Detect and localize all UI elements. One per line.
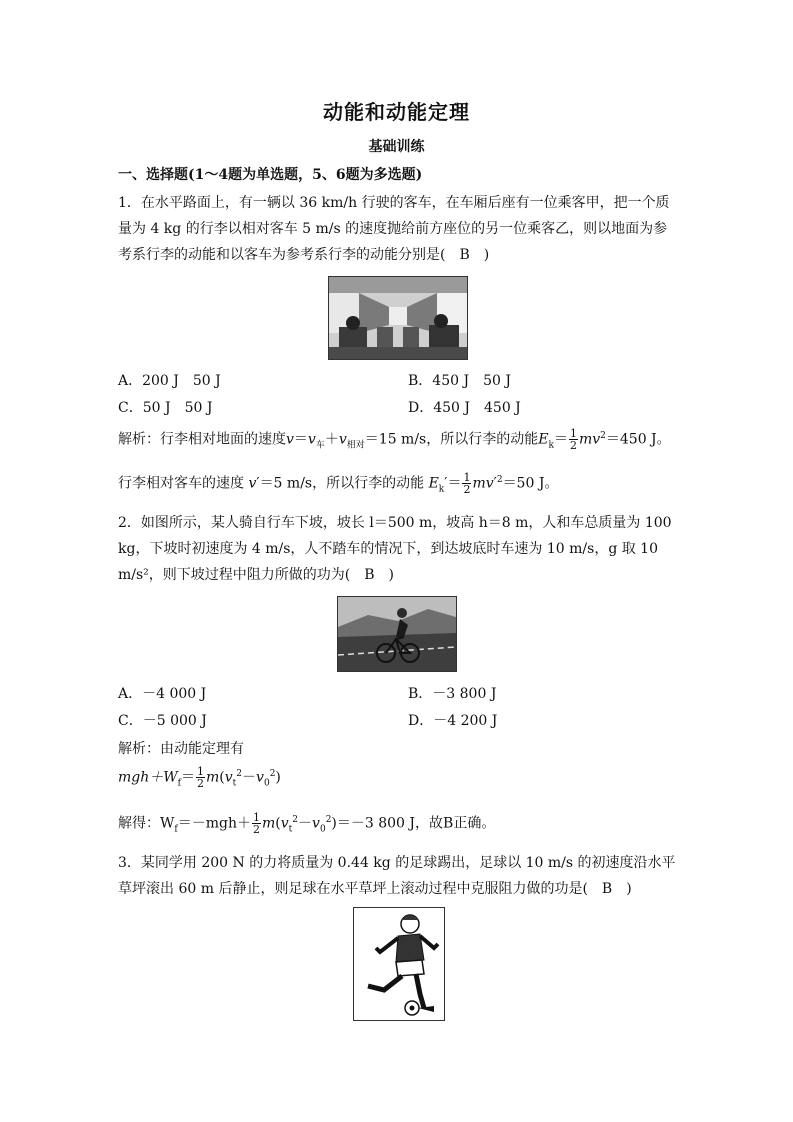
q2-option-c: C．－5 000 J xyxy=(118,713,207,729)
bus-interior-photo xyxy=(328,276,468,360)
q2-option-b: B．－3 800 J xyxy=(408,686,497,702)
page-subtitle: 基础训练 xyxy=(368,139,425,155)
sol1-text-a: 解析：行李相对地面的速度 xyxy=(118,431,286,448)
q1-solution-line-2: 行李相对客车的速度 v′＝5 m/s，所以行李的动能 $E_k'=$ $\frac{1}{2}$ $mv'^2=50$ J。 xyxy=(118,471,559,496)
cyclist-photo xyxy=(337,596,457,672)
q2-solution-equation: $mgh+W_f=$ $\frac{1}{2}$ $m(v_t^2-v_0^2)$ xyxy=(118,765,281,790)
q1-option-a: A．200 J 50 J xyxy=(118,373,221,389)
sol2-text-a: 行李相对客车的速度 xyxy=(118,475,244,492)
q2-solution-result: 解得：$W_f=-mgh+$ $\frac{1}{2}$ $m(v_t^2-v_0^2)=-3$ 800 J，故B正确。 xyxy=(118,811,496,836)
solve-text-b: ＝－mgh＋ xyxy=(177,815,251,832)
sol1-text-c: ＝450 J。 xyxy=(605,431,671,448)
sol-eq-text: mgh＋W xyxy=(118,769,178,786)
q2-solution-head: 解析：由动能定理有 xyxy=(118,741,244,757)
sol2-text-b: ＝5 m/s，所以行李的动能 xyxy=(259,475,425,492)
sol2-text-c: ＝50 J。 xyxy=(502,475,559,492)
solve-text-a: 解得：W xyxy=(118,815,175,832)
question-3-text: 3．某同学用 200 N 的力将质量为 0.44 kg 的足球踢出，足球以 10 m/s 的初速度沿水平草坪滚出 60 m 后静止，则足球在水平草坪上滚动过程中克服阻力做的功是( B ) xyxy=(118,855,676,897)
section-heading: 一、选择题(1～4题为单选题，5、6题为多选题) xyxy=(118,167,423,183)
q2-option-a: A．－4 000 J xyxy=(118,686,207,702)
question-1-text: 1．在水平路面上，有一辆以 36 km/h 行驶的客车，在车厢后座有一位乘客甲，把一个质量为 4 kg 的行李以相对客车 5 m/s 的速度抛给前方座位的另一位乘客乙，则以地面为参考系行李的动能和以客车为参考系行李的动能分别是( B ) xyxy=(118,195,670,263)
sol1-text-b: ＝15 m/s，所以行李的动能 xyxy=(364,431,539,448)
q1-option-b: B．450 J 50 J xyxy=(408,373,511,389)
q1-solution-line-1: 解析：行李相对地面的速度$v=v_车+v_{相对}=15$ m/s，所以行李的动能$E_k=$ $\frac{1}{2}$ $mv^2=450$ J。 xyxy=(118,427,671,452)
page-title: 动能和动能定理 xyxy=(323,100,470,124)
q2-option-d: D．－4 200 J xyxy=(408,713,498,729)
question-2-text: 2．如图所示，某人骑自行车下坡，坡长 l＝500 m，坡高 h＝8 m，人和车总质量为 100 kg，下坡时初速度为 4 m/s，人不踏车的情况下，到达坡底时车速为 10 m/s，g 取 10 m/s²，则下坡过程中阻力所做的功为( B ) xyxy=(118,515,672,583)
soccer-player-illustration xyxy=(353,907,445,1021)
q1-option-d: D．450 J 450 J xyxy=(408,400,521,416)
solve-text-c: ＝－3 800 J，故B正确。 xyxy=(336,815,496,832)
q1-option-c: C．50 J 50 J xyxy=(118,400,213,416)
